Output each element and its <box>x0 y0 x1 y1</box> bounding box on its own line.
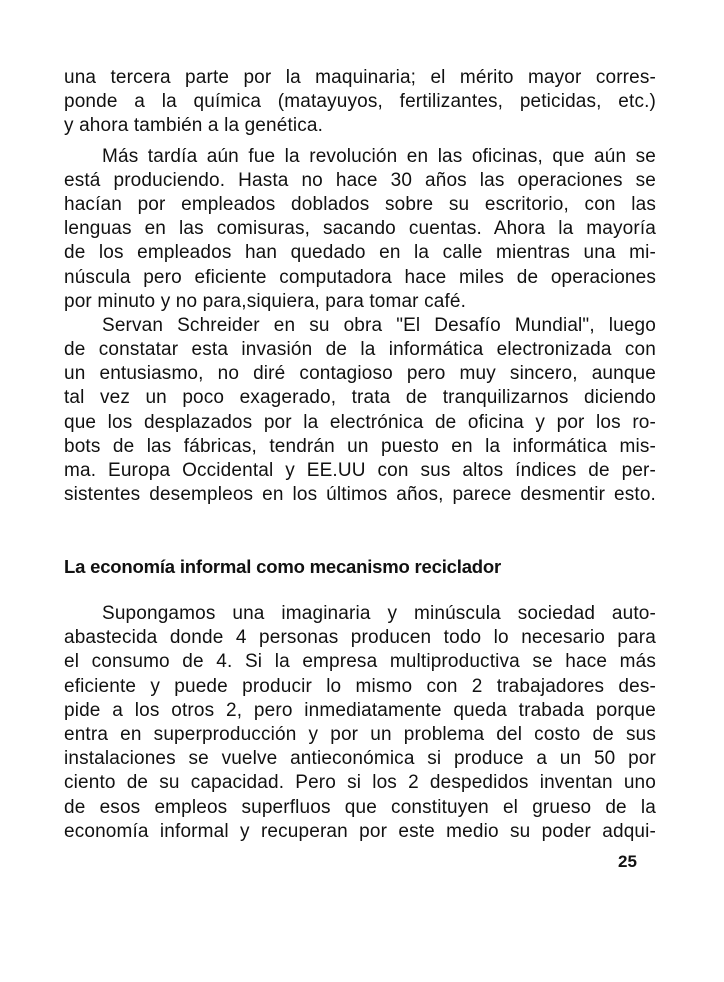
text-line: eficiente y puede producir lo mismo con 2 trabajadores des- <box>64 675 656 697</box>
text-line: hacían por empleados doblados sobre su escritorio, con las <box>64 193 656 215</box>
text-line: tal vez un poco exagerado, trata de tranquilizarnos diciendo <box>64 387 656 409</box>
text-line: de los empleados han quedado en la calle mientras una mi- <box>64 242 656 264</box>
text-line: que los desplazados por la electrónica de oficina y por los ro- <box>64 411 656 433</box>
text-line: un entusiasmo, no diré contagioso pero muy sincero, aunque <box>64 363 656 385</box>
text-line: de constatar esta invasión de la informática electronizada con <box>64 339 656 361</box>
text-line: ciento de su capacidad. Pero si los 2 despedidos inventan uno <box>64 772 656 794</box>
text-line: pide a los otros 2, pero inmediatamente queda trabada porque <box>64 699 656 721</box>
text-line: de esos empleos superfluos que constituyen el grueso de la <box>64 796 656 818</box>
text-line: abastecida donde 4 personas producen todo lo necesario para <box>64 627 656 649</box>
text-line: por minuto y no para,siquiera, para tomar café. <box>64 290 467 312</box>
text-line: bots de las fábricas, tendrán un puesto en la informática mis- <box>64 435 656 457</box>
text-line: y ahora también a la genética. <box>64 115 324 137</box>
text-line: Más tardía aún fue la revolución en las oficinas, que aún se <box>102 145 656 167</box>
paragraph-3 <box>64 314 656 508</box>
paragraph-1 <box>64 66 656 139</box>
text-line: entra en superproducción y por un problema del costo de sus <box>64 723 656 745</box>
body-text-top <box>64 66 656 507</box>
text-line: Servan Schreider en su obra "El Desafío Mundial", luego <box>102 314 656 336</box>
text-line: instalaciones se vuelve antieconómica si produce a un 50 por <box>64 748 656 770</box>
text-line: núscula pero eficiente computadora hace miles de operaciones <box>64 266 656 288</box>
text-line: ma. Europa Occidental y EE.UU con sus altos índices de per- <box>64 460 656 481</box>
text-line: Supongamos una imaginaria y minúscula sociedad auto- <box>102 603 656 624</box>
page-number: 25 <box>618 852 637 871</box>
paragraph-2 <box>64 145 656 314</box>
body-text-bottom <box>64 602 656 844</box>
text-line: una tercera parte por la maquinaria; el mérito mayor corres- <box>64 67 656 88</box>
text-line: sistentes desempleos en los últimos años, parece desmentir esto. <box>64 484 656 506</box>
text-line: ponde a la química (matayuyos, fertilizantes, peticidas, etc.) <box>64 91 656 113</box>
text-line: el consumo de 4. Si la empresa multiproductiva se hace más <box>64 651 656 673</box>
section-heading: La economía informal como mecanismo reciclador <box>64 556 501 577</box>
text-line: lenguas en las comisuras, sacando cuentas. Ahora la mayoría <box>64 218 656 240</box>
text-line: economía informal y recuperan por este medio su poder adqui- <box>64 820 656 842</box>
text-line: está produciendo. Hasta no hace 30 años las operaciones se <box>64 169 656 191</box>
paragraph-4 <box>64 602 656 844</box>
